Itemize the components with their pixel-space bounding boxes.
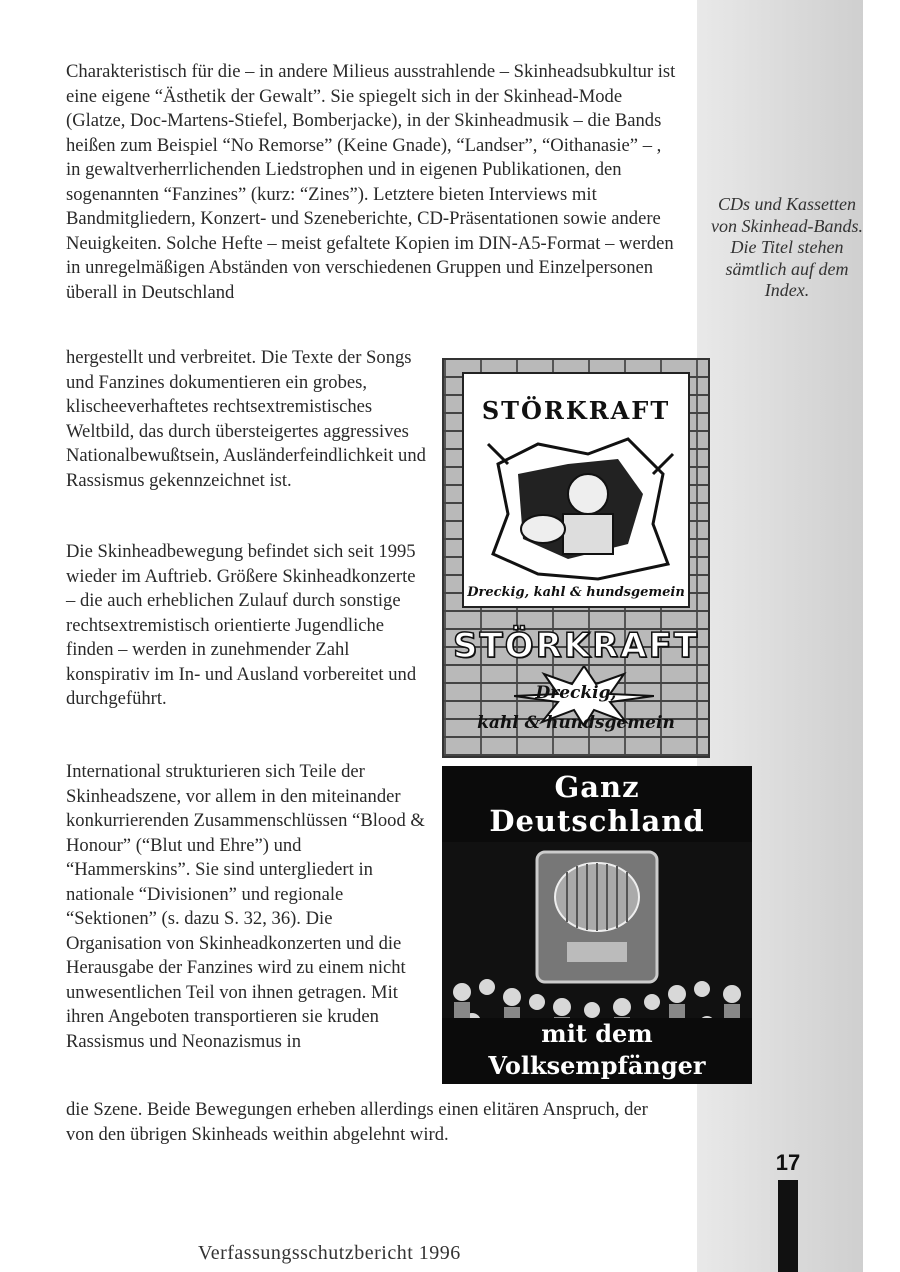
cassette-subtitle-line-2: kahl & hundsgemein — [477, 713, 675, 733]
cd-cover-inner-panel — [462, 372, 690, 608]
skinhead-illustration-icon — [478, 434, 678, 584]
page-tab-bar — [778, 1180, 798, 1272]
page-footer: Verfassungsschutzbericht 1996 — [198, 1242, 461, 1264]
paragraph-2: Die Skinheadbewegung befindet sich seit 1995 wieder im Auftrieb. Größere Skinheadkonzerte – die auch erheblichen Zulauf durch sonstige rechtsextremistisch orientierte Jugendliche finden – werden in zunehmender Zahl konspirativ im In- und Ausland vorbereitet und durchgeführt. — [66, 541, 417, 709]
paragraph-3: International strukturieren sich Teile der Skinheadszene, vor allem in den miteinander konkurrierenden Zusammenschlüssen “Blood & Honour” (“Blut und Ehre”) und “Hammerskins”. Sie sind untergliedert in nationale “Divisionen” und regionale “Sektionen” (s. dazu S. 32, 36). Die Organisation von Skinheadkonzerten und die Herausgabe der Fanzines wird zu einem nicht unwesentlichen Teil von ihnen getragen. Mit ihren Angeboten transportieren sie kruden Rassismus und Neonazismus in — [66, 761, 425, 1052]
cassette-subtitle-line-1: Dreckig, — [535, 683, 617, 703]
paragraph-1-continued: hergestellt und verbreitet. Die Texte der Songs und Fanzines dokumentieren ein grobes, klischeeverhaftetes rechtsextremistisches Weltbild, das durch übersteigertes aggressives Nationalbewußtsein, Ausländerfeindlichkeit und Rassismus gekennzeichnet ist. — [66, 347, 426, 491]
cd-cover-subtitle: Dreckig, kahl & hundsgemein — [467, 585, 685, 600]
paragraph-1: Charakteristisch für die – in andere Milieus ausstrahlende – Skinheadsubkultur ist eine eigene “Ästhetik der Gewalt”. Sie spiegelt sich in der Skinhead-Mode (Glatze, Doc-Martens-Stiefel, Bomberjacke), in der Skinheadmusik – die Bands heißen zum Beispiel “No Remorse” (Keine Gnade), “Landser”, “Oithanasie” – , in gewaltverherrlichenden Liedstrophen und in eigenen Publikationen, den sogenannten “Fanzines” (kurz: “Zines”). Letztere bieten Interviews mit Bandmitgliedern, Konzert- und Szeneberichte, CD-Präsentationen sowie andere Neuigkeiten. Solche Hefte – meist gefaltete Kopien im DIN-A5-Format – werden in unregelmäßigen Abständen von verschiedenen Gruppen und Einzelpersonen überall in Deutschland — [66, 61, 676, 303]
cd-cover-title-line-1: Ganz Deutschland — [489, 770, 705, 838]
figure-caption: CDs und Kassetten von Skinhead-Bands. Die Titel stehen sämtlich auf dem Index. — [711, 194, 863, 300]
page-number: 17 — [775, 1150, 801, 1175]
paragraph-3-continued: die Szene. Beide Bewegungen erheben allerdings einen elitären Anspruch, der von den übrigen Skinheads weithin abgelehnt wird. — [66, 1099, 648, 1145]
cd-cover-landser — [442, 766, 752, 1084]
cd-cover-stoerkraft — [442, 358, 710, 758]
cassette-band-name: STÖRKRAFT — [452, 626, 700, 666]
cd-cover-subtitle: mit dem Volksempfänger — [442, 1018, 752, 1082]
cassette-subtitle — [444, 678, 708, 738]
cd-cover-title: STÖRKRAFT — [481, 396, 671, 425]
